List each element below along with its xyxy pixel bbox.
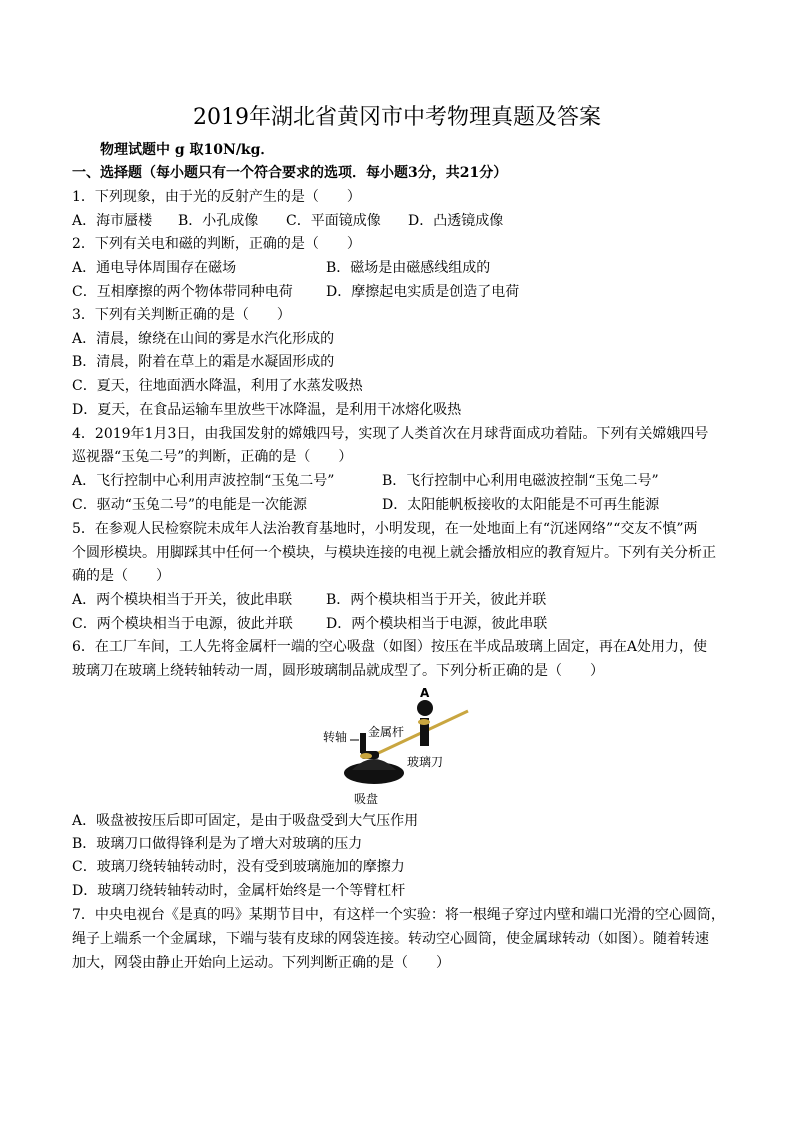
question-6-stem-line-2: 玻璃刀在玻璃上绕转轴转动一周，圆形玻璃制品就成型了。下列分析正确的是（ ） [72,663,604,679]
question-5-stem-line-1: 5．在参观人民检察院未成年人法治教育基地时，小明发现，在一处地面上有“沉迷网络”“交友不慎”两 [72,521,698,537]
question-1-option-a: A．海市蜃楼 [72,213,153,229]
question-5-stem-line-3: 确的是（ ） [72,568,170,584]
gravity-note: 物理试题中 g 取10N/kg． [100,142,275,158]
question-3-option-b: B．清晨，附着在草上的霜是水凝固形成的 [72,354,335,370]
question-6-option-c: C．玻璃刀绕转轴转动时，没有受到玻璃施加的摩擦力 [72,859,405,875]
question-4-option-a: A．飞行控制中心利用声波控制“玉兔二号” [72,473,335,489]
question-6-option-b: B．玻璃刀口做得锋利是为了增大对玻璃的压力 [72,836,363,852]
question-5-option-d: D．两个模块相当于电源，彼此串联 [326,616,548,632]
question-6-option-a: A．吸盘被按压后即可固定，是由于吸盘受到大气压作用 [72,813,419,829]
question-4-option-d: D．太阳能帆板接收的太阳能是不可再生能源 [382,497,660,513]
question-2-option-d: D．摩擦起电实质是创造了电荷 [326,284,520,300]
question-6-stem-line-1: 6．在工厂车间，工人先将金属杆一端的空心吸盘（如图）按压在半成品玻璃上固定，再在A处用力，使 [72,639,708,655]
clamp-ring [360,753,372,759]
question-3-stem: 3．下列有关判断正确的是（ ） [72,307,291,323]
question-2-option-c: C．互相摩擦的两个物体带同种电荷 [72,284,293,300]
handle-knob [417,700,433,716]
question-4-stem-line-1: 4．2019年1月3日，由我国发射的嫦娥四号，实现了人类首次在月球背面成功着陆。下列有关嫦娥四号 [72,426,709,442]
label-cutter: 玻璃刀 [407,755,444,769]
question-4-option-b: B．飞行控制中心利用电磁波控制“玉兔二号” [382,473,659,489]
question-4-option-c: C．驱动“玉兔二号”的电能是一次能源 [72,497,308,513]
question-1-stem: 1．下列现象，由于光的反射产生的是（ ） [72,189,361,205]
question-1-option-b: B．小孔成像 [178,213,259,229]
question-1-option-c: C．平面镜成像 [286,213,381,229]
question-1-option-d: D．凸透镜成像 [408,213,504,229]
question-3-option-a: A．清晨，缭绕在山间的雾是水汽化形成的 [72,331,335,347]
suction-cup-top [352,759,396,770]
question-2-option-b: B．磁场是由磁感线组成的 [326,260,491,276]
question-5-option-a: A．两个模块相当于开关，彼此串联 [72,592,293,608]
label-rod: 金属杆 [368,725,405,739]
question-5-option-c: C．两个模块相当于电源，彼此并联 [72,616,293,632]
question-2-option-a: A．通电导体周围存在磁场 [72,260,237,276]
question-7-stem-line-2: 绳子上端系一个金属球，下端与装有皮球的网袋连接。转动空心圆筒，使金属球转动（如图）。随着转速 [72,931,709,947]
pivot-shaft [360,733,366,753]
section-heading: 一、选择题（每小题只有一个符合要求的选项．每小题3分，共21分） [72,165,508,181]
question-7-stem-line-1: 7．中央电视台《是真的吗》某期节目中，有这样一个实验：将一根绳子穿过内壁和端口光滑的空心圆筒， [72,907,725,923]
cutter-ring [418,719,430,725]
label-cup: 吸盘 [354,792,379,806]
question-5-stem-line-2: 个圆形模块。用脚踩其中任何一个模块，与模块连接的电视上就会播放相应的教育短片。下列有关分析正 [72,545,716,561]
label-point-a: A [420,686,430,700]
question-5-option-b: B．两个模块相当于开关，彼此并联 [326,592,547,608]
question-3-option-d: D．夏天，在食品运输车里放些干冰降温，是利用干冰熔化吸热 [72,402,462,418]
question-7-stem-line-3: 加大，网袋由静止开始向上运动。下列判断正确的是（ ） [72,955,450,971]
page-title: 2019年湖北省黄冈市中考物理真题及答案 [193,105,601,130]
label-shaft: 转轴 [323,730,348,744]
question-4-stem-line-2: 巡视器“玉兔二号”的判断，正确的是（ ） [72,449,353,465]
question-6-option-d: D．玻璃刀绕转轴转动时，金属杆始终是一个等臂杠杆 [72,883,406,899]
question-2-stem: 2．下列有关电和磁的判断，正确的是（ ） [72,236,361,252]
question-3-option-c: C．夏天，往地面洒水降温，利用了水蒸发吸热 [72,378,363,394]
